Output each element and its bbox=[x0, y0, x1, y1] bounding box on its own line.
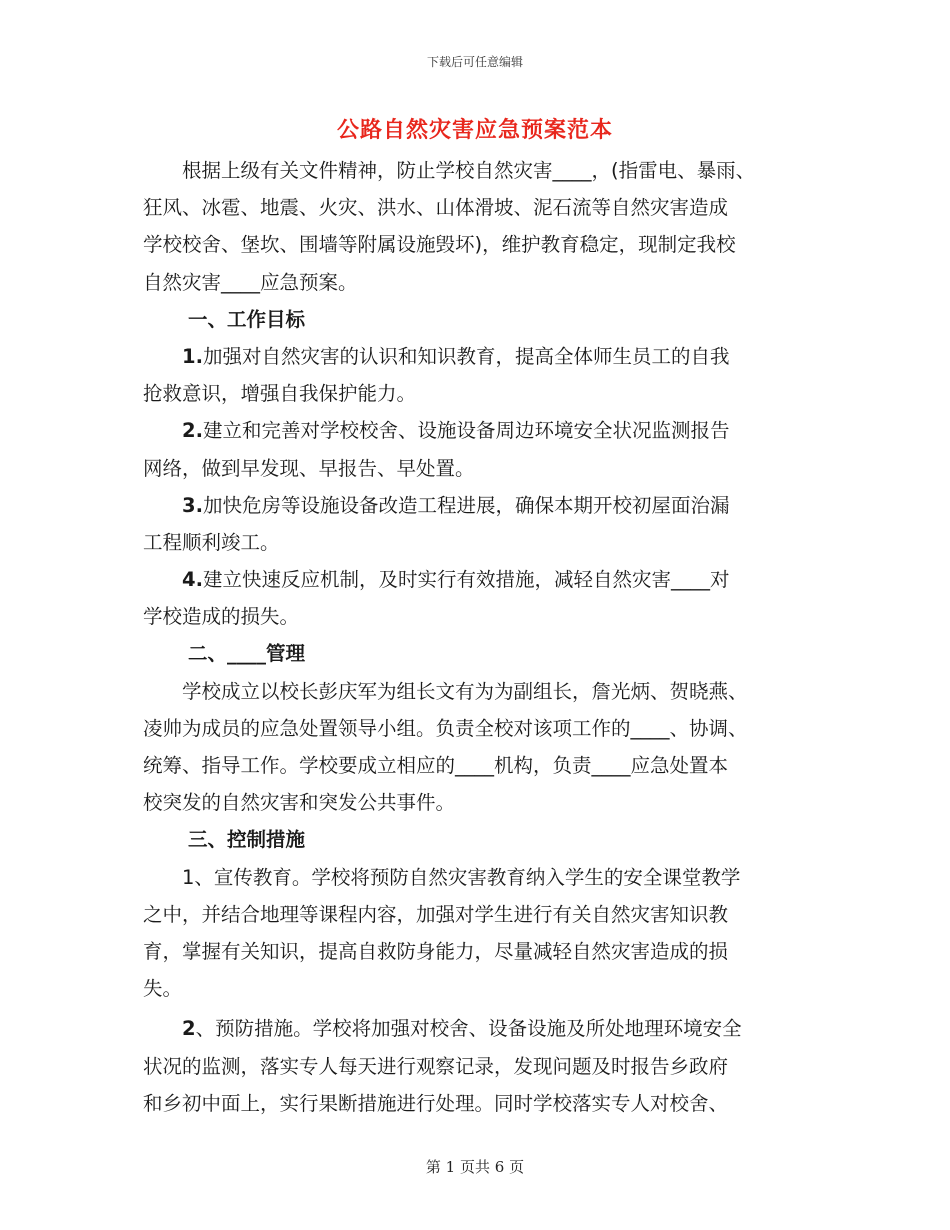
goal-line bbox=[143, 561, 828, 598]
goal-line: 工程顺利竣工。 bbox=[143, 530, 280, 554]
management-line: 学校成立以校长彭庆军为组长文有为为副组长，詹光炳、贺晓燕、 bbox=[182, 679, 748, 703]
intro-line: 狂风、冰雹、地震、火灾、洪水、山体滑坡、泥石流等自然灾害造成 bbox=[143, 196, 729, 220]
goal-line bbox=[143, 338, 828, 375]
control-item-2 bbox=[143, 1010, 828, 1122]
management-line: 统筹、指导工作。学校要成立相应的____机构，负责____应急处置本 bbox=[143, 754, 729, 777]
item-text: 建立和完善对学校校舍、设施设备周边环境安全状况监测报告 bbox=[202, 419, 730, 443]
item-number: 2. bbox=[182, 419, 203, 443]
control-line: 之中，并结合地理等课程内容，加强对学生进行有关自然灾害知识教 bbox=[143, 902, 729, 926]
item-text: 建立快速反应机制，及时实行有效措施，减轻自然灾害____对 bbox=[202, 568, 730, 592]
management-line: 凌帅为成员的应急处置领导小组。负责全校对该项工作的____、协调、 bbox=[143, 716, 748, 740]
management-line: 校突发的自然灾害和突发公共事件。 bbox=[143, 791, 456, 815]
goal-line: 抢救意识，增强自我保护能力。 bbox=[143, 382, 417, 406]
goal-line: 学校造成的损失。 bbox=[143, 605, 300, 629]
item-number: 2 bbox=[182, 1017, 196, 1041]
control-item-1 bbox=[143, 859, 828, 1008]
section-heading-goals: 一、工作目标 bbox=[188, 307, 306, 331]
page-footer: 第 1 页共 6 页 bbox=[425, 1158, 525, 1176]
control-line: 育，掌握有关知识，提高自救防身能力，尽量减轻自然灾害造成的损 bbox=[143, 939, 729, 963]
goal-line bbox=[143, 412, 828, 449]
control-line bbox=[143, 859, 828, 896]
management-paragraph bbox=[143, 673, 828, 822]
item-text: 加快危房等设施设备改造工程进展，确保本期开校初屋面治漏 bbox=[202, 493, 730, 517]
item-text: 、预防措施。学校将加强对校舍、设备设施及所处地理环境安全 bbox=[195, 1017, 742, 1041]
intro-line: 根据上级有关文件精神，防止学校自然灾害____，(指雷电、暴雨、 bbox=[182, 159, 756, 182]
goal-item-4 bbox=[143, 561, 828, 635]
item-number: 1 bbox=[182, 865, 195, 889]
item-text: 加强对自然灾害的认识和知识教育，提高全体师生员工的自我 bbox=[202, 344, 730, 368]
control-line: 失。 bbox=[143, 977, 183, 1001]
item-number: 4. bbox=[182, 568, 203, 592]
goal-item-2 bbox=[143, 412, 828, 486]
control-line: 和乡初中面上，实行果断措施进行处理。同时学校落实专人对校舍、 bbox=[143, 1091, 729, 1115]
section-heading-management: 二、____管理 bbox=[188, 642, 306, 666]
intro-line: 学校校舍、堡坎、围墙等附属设施毁坏)，维护教育稳定，现制定我校 bbox=[143, 233, 736, 257]
control-line bbox=[143, 1010, 828, 1047]
goal-line: 网络，做到早发现、早报告、早处置。 bbox=[143, 456, 475, 480]
intro-line: 自然灾害____应急预案。 bbox=[143, 270, 358, 294]
document-body bbox=[143, 152, 828, 1122]
goal-item-1 bbox=[143, 338, 828, 412]
goal-item-3 bbox=[143, 487, 828, 561]
document-title: 公路自然灾害应急预案范本 bbox=[336, 118, 613, 143]
goal-line bbox=[143, 487, 828, 524]
item-number: 3. bbox=[182, 493, 203, 517]
section-heading-control: 三、控制措施 bbox=[188, 828, 306, 852]
item-number: 1. bbox=[182, 344, 203, 368]
control-line: 状况的监测，落实专人每天进行观察记录，发现问题及时报告乡政府 bbox=[143, 1054, 729, 1078]
item-text: 、宣传教育。学校将预防自然灾害教育纳入学生的安全课堂教学 bbox=[194, 865, 741, 889]
header-note: 下载后可任意编辑 bbox=[426, 55, 523, 69]
intro-paragraph bbox=[143, 152, 828, 301]
